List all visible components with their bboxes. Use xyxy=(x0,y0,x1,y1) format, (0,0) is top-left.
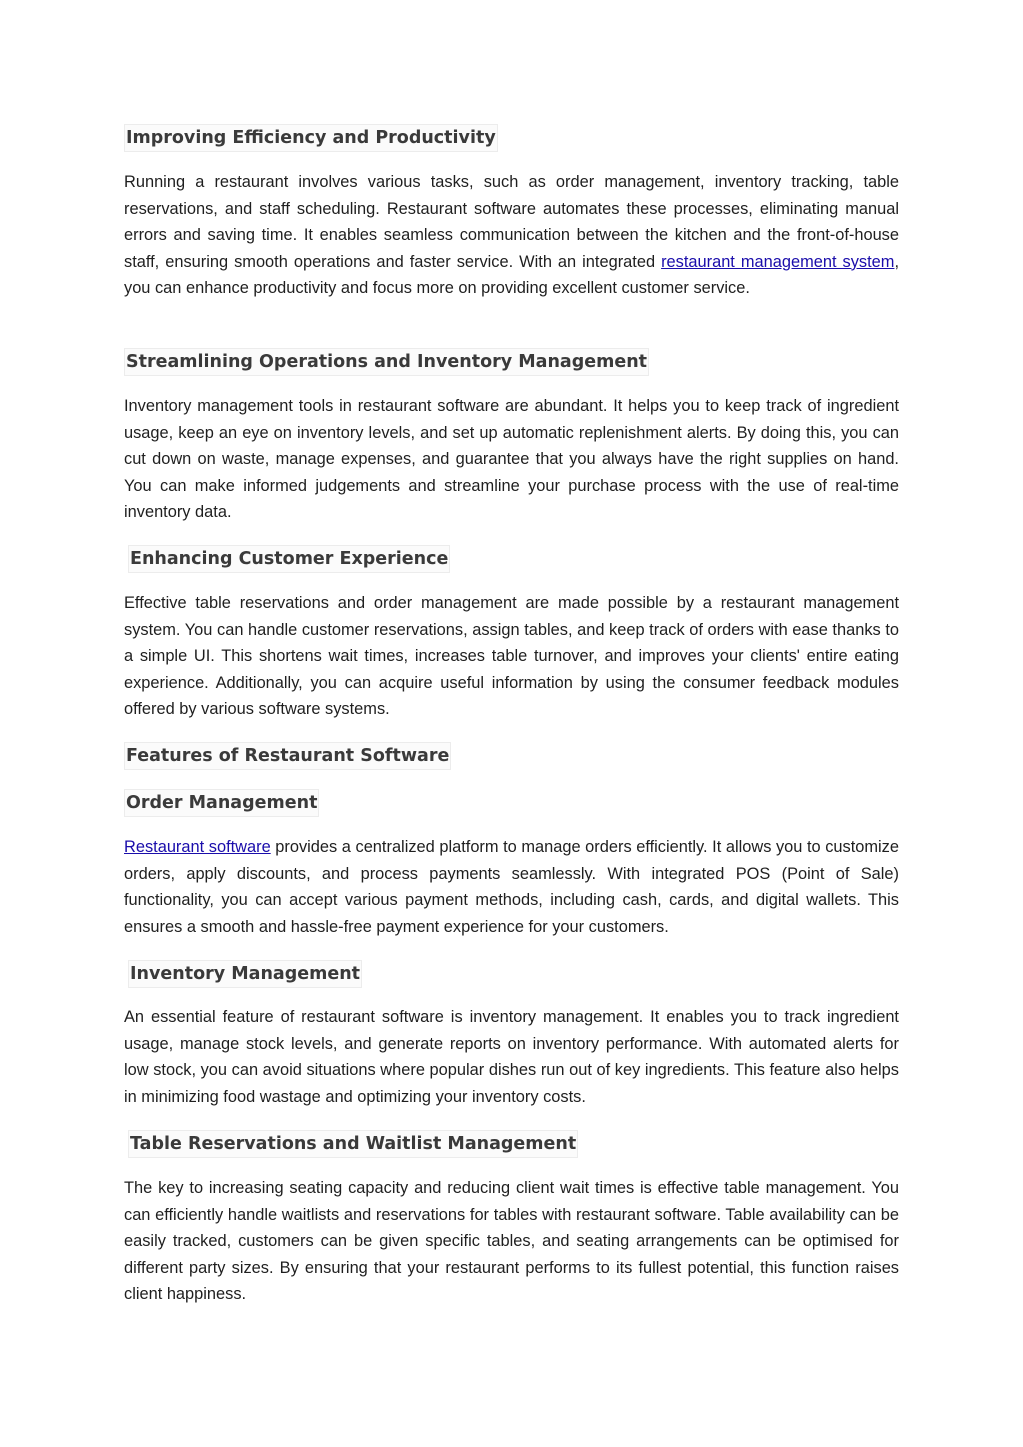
section-paragraph-order-management xyxy=(124,834,899,940)
paragraph-text: provides a centralized platform to manage orders efficiently. It allows you to customize orders, apply discounts, and process payments seamlessly. With integrated POS (Point of Sale) functionality, you can accept various payment methods, including cash, cards, and digital wallets. This ensures a smooth and hassle-free payment experience for your customers. xyxy=(124,838,899,936)
section-heading-customer-experience: Enhancing Customer Experience xyxy=(128,545,450,573)
section-paragraph-efficiency xyxy=(124,169,899,302)
section-paragraph-table-reservations: The key to increasing seating capacity and reducing client wait times is effective table management. You can efficiently handle waitlists and reservations for tables with restaurant software. Table availability can be easily tracked, customers can be given specific tables, and seating arrangements can be optimised for different party sizes. By ensuring that your restaurant performs to its fullest potential, this function raises client happiness. xyxy=(124,1179,899,1304)
section-paragraph-customer-experience: Effective table reservations and order management are made possible by a restaurant management system. You can handle customer reservations, assign tables, and keep track of orders with ease thanks to a simple UI. This shortens wait times, increases table turnover, and improves your clients' entire eating experience. Additionally, you can acquire useful information by using the consumer feedback modules offered by various software systems. xyxy=(124,594,899,719)
restaurant-management-system-link[interactable]: restaurant management system xyxy=(661,252,895,271)
section-heading-operations: Streamlining Operations and Inventory Management xyxy=(124,348,649,376)
restaurant-software-link[interactable]: Restaurant software xyxy=(124,838,271,856)
section-heading-features: Features of Restaurant Software xyxy=(124,742,451,770)
paragraph-text: Running a restaurant involves various tasks, such as order management, inventory tracking, table reservations, and staff scheduling. Restaurant software automates these processes, eliminating manual errors and saving time. It enables seamless communication between the kitchen and the front-of-house staff, ensuring smooth operations and faster service. With an integrated xyxy=(124,173,899,271)
paragraph-text: , you can enhance productivity and focus more on providing excellent customer service. xyxy=(124,252,899,298)
section-heading-table-reservations: Table Reservations and Waitlist Management xyxy=(128,1130,578,1158)
section-heading-efficiency: Improving Efficiency and Productivity xyxy=(124,124,498,152)
section-heading-inventory-management: Inventory Management xyxy=(128,960,362,988)
section-paragraph-operations: Inventory management tools in restaurant software are abundant. It helps you to keep track of ingredient usage, keep an eye on inventory levels, and set up automatic replenishment alerts. By doing this, you can cut down on waste, manage expenses, and guarantee that you always have the right supplies on hand. You can make informed judgements and streamline your purchase process with the use of real-time inventory data. xyxy=(124,397,899,522)
section-heading-order-management: Order Management xyxy=(124,789,319,817)
section-paragraph-inventory-management: An essential feature of restaurant software is inventory management. It enables you to track ingredient usage, manage stock levels, and generate reports on inventory performance. With automated alerts for low stock, you can avoid situations where popular dishes run out of key ingredients. This feature also helps in minimizing food wastage and optimizing your inventory costs. xyxy=(124,1008,899,1106)
